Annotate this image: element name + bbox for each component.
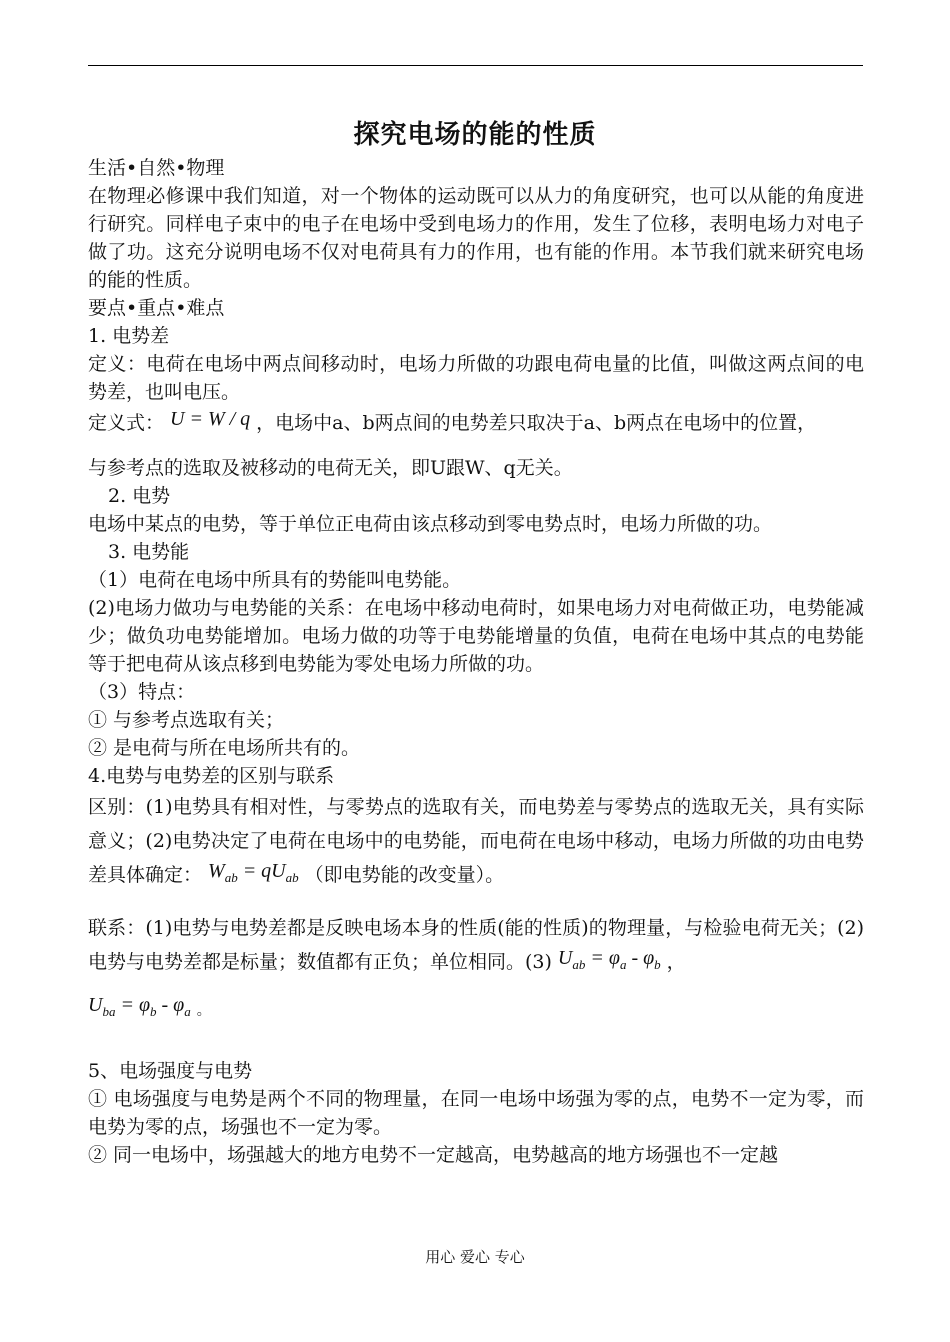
link-end: 。 <box>196 1003 211 1019</box>
phi-a-subscript: a <box>619 957 627 972</box>
section-1-definition: 定义：电荷在电场中两点间移动时，电场力所做的功跟电荷电量的比值，叫做这两点间的电势差，也叫电压。 <box>88 353 864 403</box>
work-formula <box>202 860 305 885</box>
formula-suffix: ，电场中a、b两点间的电势差只取决于a、b两点在电场中的位置， <box>256 412 817 434</box>
uab-subscript: ab <box>572 957 586 972</box>
phi-a2-subscript: a <box>184 1004 191 1019</box>
key-heading: 要点•重点•难点 <box>88 297 225 319</box>
section-3-feature-2: ② 是电荷与所在电场所共有的。 <box>88 737 361 759</box>
uba-eq-phi: = φ <box>115 994 151 1016</box>
section-4-difference <box>88 790 864 899</box>
formula-prefix: 定义式： <box>88 412 165 434</box>
section-4-link <box>88 911 864 986</box>
section-4-heading: 4.电势与电势差的区别与联系 <box>88 765 335 787</box>
section-3-point-1: （1）电荷在电场中所具有的势能叫电势能。 <box>88 569 462 591</box>
potential-difference-formula: U = W / q <box>170 408 251 430</box>
section-1-continuation: 与参考点的选取及被移动的电荷无关，即U跟W、q无关。 <box>88 457 573 479</box>
section-5-point-2: ② 同一电场中，场强越大的地方电势不一定越高，电势越高的地方场强也不一定越 <box>88 1144 779 1166</box>
section-2-definition: 电场中某点的电势，等于单位正电荷由该点移动到零电势点时，电场力所做的功。 <box>88 513 773 535</box>
section-3-feature-1: ① 与参考点选取有关； <box>88 709 285 731</box>
work-formula-mid: = qU <box>237 860 286 882</box>
intro-paragraph: 在物理必修课中我们知道，对一个物体的运动既可以从力的角度研究，也可以从能的角度进行研究。同样电子束中的电子在电场中受到电场力的作用，发生了位移，表明电场力对电子做了功。这充分说明电场不仅对电荷具有力的作用，也有能的作用。本节我们就来研究电场的能的性质。 <box>88 185 864 291</box>
section-1-heading: 1. 电势差 <box>88 325 170 347</box>
uba-minus-phi: - φ <box>156 994 185 1016</box>
header-rule <box>88 65 863 66</box>
section-4-link-formula-2 <box>88 992 864 1033</box>
uab-minus-phi: - φ <box>626 947 655 969</box>
section-3-point-2: (2)电场力做功与电势能的关系：在电场中移动电荷时，如果电场力对电荷做正功，电势能减少；做负功电势能增加。电场力做的功等于电势能增量的负值，电荷在电场中其点的电势能等于把电荷从该点移到电势能为零处电场力所做的功。 <box>88 597 864 675</box>
document-body <box>88 154 864 1169</box>
phi-b2-subscript: b <box>150 1004 157 1019</box>
link-comma: ， <box>666 951 686 973</box>
section-5-point-1: ① 电场强度与电势是两个不同的物理量，在同一电场中场强为零的点，电势不一定为零，而电势为零的点，场强也不一定为零。 <box>88 1088 864 1138</box>
uab-symbol: U <box>557 947 573 969</box>
uba-formula <box>88 994 197 1019</box>
section-1-formula-line <box>88 406 864 440</box>
uba-subscript: ba <box>102 1004 116 1019</box>
voltage-subscript: ab <box>285 870 299 885</box>
uab-eq-phi: = φ <box>585 947 620 969</box>
work-symbol: W <box>208 860 225 882</box>
difference-suffix: （即电势能的改变量）。 <box>304 864 505 886</box>
section-3-heading: 3. 电势能 <box>108 541 190 563</box>
uba-symbol: U <box>88 994 103 1016</box>
section-3-point-3: （3）特点： <box>88 681 196 703</box>
difference-text: 区别：(1)电势具有相对性，与零势点的选取有关，而电势差与零势点的选取无关，具有实际意义；(2)电势决定了电荷在电场中的电势能，而电荷在电场中移动，电场力所做的功由电势差具体确定： <box>88 796 864 886</box>
uab-formula <box>552 947 667 972</box>
phi-b-subscript: b <box>654 957 661 972</box>
work-subscript: ab <box>224 870 238 885</box>
page-title: 探究电场的能的性质 <box>353 120 597 150</box>
page-footer: 用心 爱心 专心 <box>425 1248 525 1266</box>
life-heading: 生活•自然•物理 <box>88 157 225 179</box>
section-5-heading: 5、电场强度与电势 <box>88 1060 253 1082</box>
section-2-heading: 2. 电势 <box>108 485 171 507</box>
link-text: 联系：(1)电势与电势差都是反映电场本身的性质(能的性质)的物理量，与检验电荷无关；(2)电势与电势差都是标量；数值都有正负；单位相同。(3) <box>88 917 864 973</box>
